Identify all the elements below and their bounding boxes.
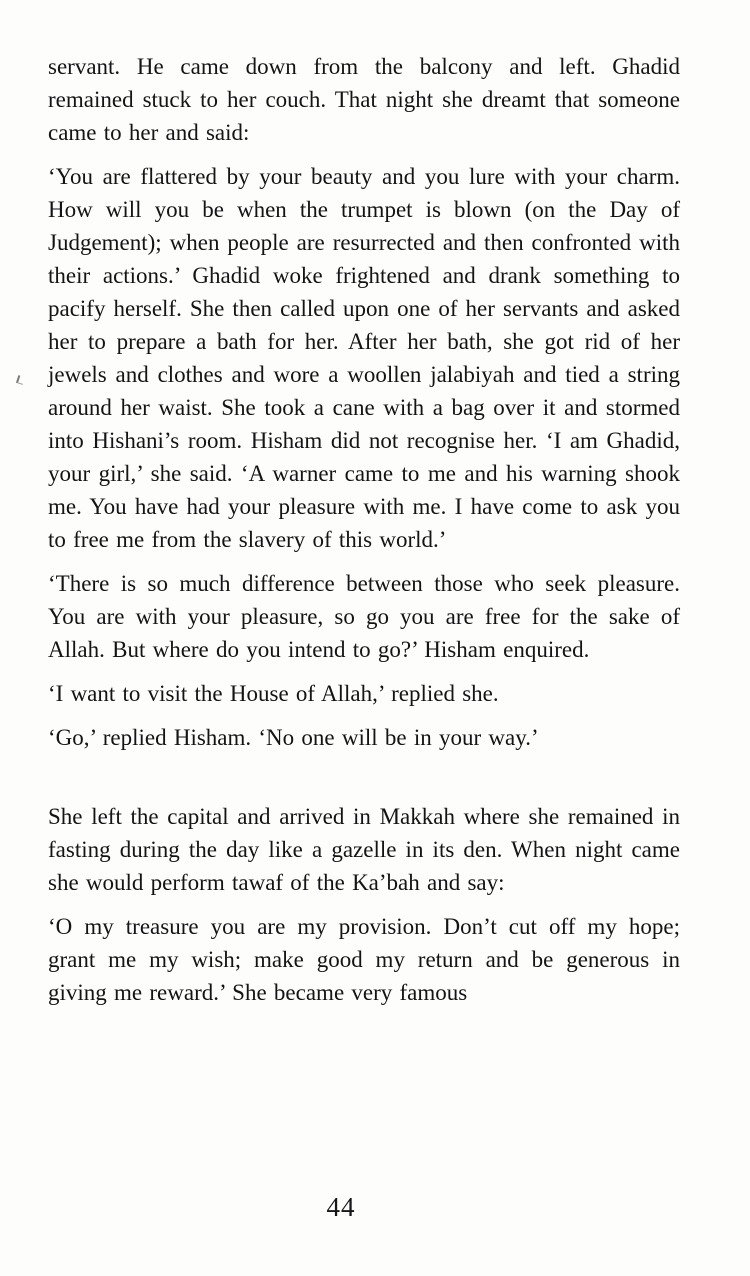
paragraph-2: ‘You are flattered by your beauty and you lure with your charm. How will you be when the trumpet is blown (on the Day of Judgement); when people are resurrected and then confronted with their actions.’ Ghadid woke frightened and drank something to pacify herself. She then called upon one of her servants and asked her to prepare a bath for her. After her bath, she got rid of her jewels and clothes and wore a woollen jalabiyah and tied a string around her waist. She took a cane with a bag over it and stormed into Hishani’s room. Hisham did not recognise her. ‘I am Ghadid, your girl,’ she said. ‘A warner came to me and his warning shook me. You have had your pleasure with me. I have come to ask you to free me from the slavery of this world.’: [48, 164, 680, 552]
paragraph-3: ‘There is so much difference between those who seek pleasure. You are with your pleasure, so go you are free for the sake of Allah. But where do you intend to go?’ Hisham enquired.: [48, 571, 680, 662]
body-text: [48, 50, 680, 1020]
paragraph-6: She left the capital and arrived in Makkah where she remained in fasting during the day like a gazelle in its den. When night came she would perform tawaf of the Ka’bah and say:: [48, 804, 680, 895]
paragraph-1: servant. He came down from the balcony and left. Ghadid remained stuck to her couch. That night she dreamt that someone came to her and said:: [48, 54, 680, 145]
paragraph-5: ‘Go,’ replied Hisham. ‘No one will be in your way.’: [48, 725, 539, 750]
scan-artifact: [16, 375, 25, 385]
paragraph-4: ‘I want to visit the House of Allah,’ replied she.: [48, 681, 499, 706]
paragraph-7: ‘O my treasure you are my provision. Don’t cut off my hope; grant me my wish; make good my return and be generous in giving me reward.’ She became very famous: [48, 914, 680, 1005]
page-number: 44: [326, 1192, 356, 1222]
